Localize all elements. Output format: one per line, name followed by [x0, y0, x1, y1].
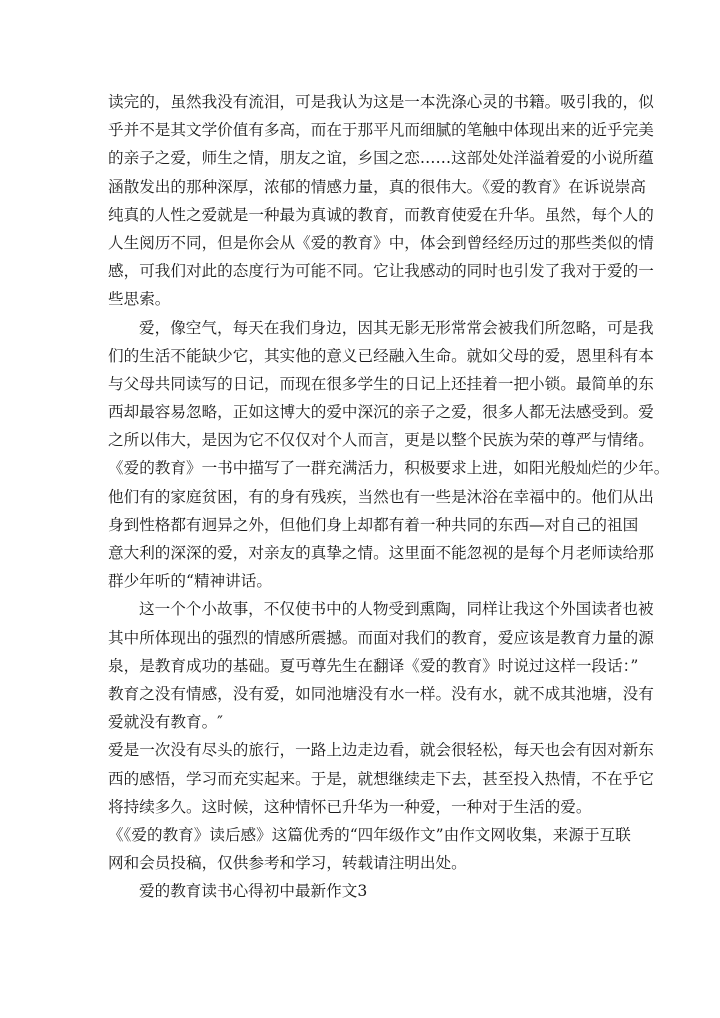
paragraph	[108, 314, 670, 596]
text-line: 身到性格都有迥异之外，但他们身上却都有着一种共同的东西—对自己的祖国	[108, 515, 639, 534]
paragraph	[108, 736, 654, 821]
text-line: 读完的，虽然我没有流泪，可是我认为这是一本洗涤心灵的书籍。吸引我的，似	[108, 93, 654, 111]
text-line: 西却最容易忽略，正如这博大的爱中深沉的亲子之爱，很多人都无法感受到。爱	[108, 403, 654, 422]
text-line: 的亲子之爱，师生之情，朋友之谊，乡国之恋……这部处处洋溢着爱的小说所蕴	[108, 149, 654, 168]
text-line: 意大利的深深的爱，对亲友的真挚之情。这里面不能忽视的是每个月老师读给那	[108, 544, 654, 562]
text-line: 爱是一次没有尽头的旅行，一路上边走边看，就会很轻松，每天也会有因对新东	[108, 741, 654, 760]
text-line: 泉，是教育成功的基础。夏丏尊先生在翻译《爱的教育》时说过这样一段话：”	[108, 656, 639, 675]
text-line: 之所以伟大，是因为它不仅仅对个人而言，更是以整个民族为荣的尊严与情绪。	[108, 431, 654, 450]
text-line: 西的感悟，学习而充实起来。于是，就想继续走下去，甚至投入热情，不在乎它	[108, 769, 654, 788]
paragraph	[108, 88, 654, 314]
text-line: 涵散发出的那种深厚，浓郁的情感力量，真的很伟大。《爱的教育》在诉说崇高	[108, 177, 646, 196]
text-line: 其中所体现出的强烈的情感所震撼。而面对我们的教育，爱应该是教育力量的源	[108, 628, 654, 647]
text-line: 爱就没有教育。″	[108, 713, 223, 732]
text-line: 群少年听的“精神讲话。	[108, 572, 272, 591]
paragraph	[108, 595, 654, 736]
text-line: 爱的教育读书心得初中最新作文3	[139, 882, 368, 901]
paragraph	[108, 877, 628, 905]
paragraph	[108, 821, 631, 877]
text-line: 爱，像空气，每天在我们身边，因其无影无形常常会被我们所忽略，可是我	[139, 318, 654, 337]
text-line: 将持续多久。这时候，这种情怀已升华为一种爱，一种对于生活的爱。	[108, 797, 592, 816]
text-line: 与父母共同读写的日记，而现在很多学生的日记上还挂着一把小锁。最简单的东	[108, 374, 654, 393]
text-line: 《《爱的教育》读后感》这篇优秀的“四年级作文”由作文网收集，来源于互联	[108, 825, 631, 844]
text-line: 《爱的教育》一书中描写了一群充满活力，积极要求上进，如阳光般灿烂的少年。	[108, 459, 670, 478]
text-line: 纯真的人性之爱就是一种最为真诚的教育，而教育使爱在升华。虽然，每个人的	[108, 205, 654, 224]
text-line: 网和会员投稿，仅供参考和学习，转载请注明出处。	[108, 854, 467, 873]
text-line: 些思索。	[108, 290, 171, 309]
text-line: 人生阅历不同，但是你会从《爱的教育》中，体会到曾经经历过的那些类似的情	[108, 233, 654, 252]
text-line: 教育之没有情感，没有爱，如同池塘没有水一样。没有水，就不成其池塘，没有	[108, 684, 654, 703]
text-line: 感，可我们对此的态度行为可能不同。它让我感动的同时也引发了我对于爱的一	[108, 262, 654, 281]
text-line: 他们有的家庭贫困，有的身有残疾，当然也有一些是沐浴在幸福中的。他们从出	[108, 487, 654, 506]
text-line: 这一个个小故事，不仅使书中的人物受到熏陶，同样让我这个外国读者也被	[139, 600, 654, 619]
text-line: 乎并不是其文学价值有多高，而在于那平凡而细腻的笔触中体现出来的近乎完美	[108, 121, 654, 140]
document-body	[108, 88, 670, 905]
text-line: 们的生活不能缺少它，其实他的意义已经融入生命。就如父母的爱，恩里科有本	[108, 346, 654, 365]
